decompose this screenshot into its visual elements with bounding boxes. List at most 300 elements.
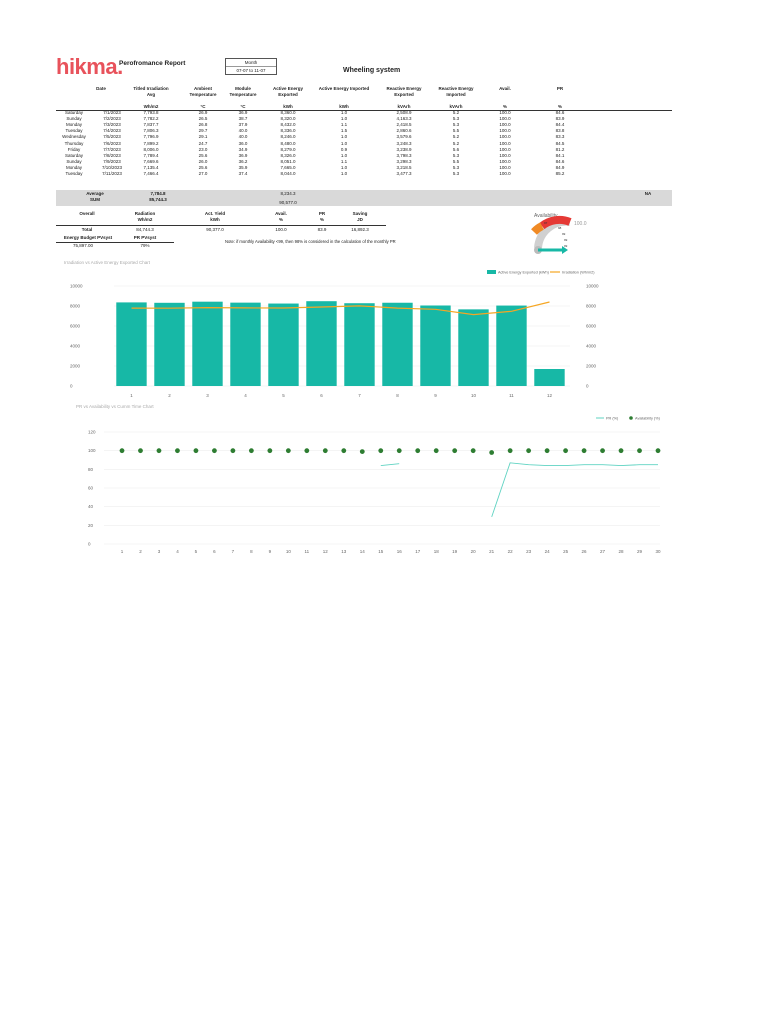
total-radiation: 84,744.3	[136, 227, 154, 232]
chart2-availability-point	[600, 448, 605, 453]
table-cell: 84.6	[555, 158, 565, 164]
radiation-unit: Wh/m2	[137, 217, 153, 222]
chart1-y2-tick: 8000	[586, 303, 597, 309]
gauge-value: 100.0	[574, 221, 587, 227]
column-unit: kVArh	[449, 104, 463, 109]
column-header: Date	[96, 86, 106, 91]
chart1-bar	[116, 302, 146, 386]
table-cell: 3,248.3	[396, 140, 412, 146]
table-cell: 7/6/2023	[103, 140, 121, 146]
column-unit: Wh/m2	[143, 104, 159, 109]
chart1-x-tick: 8	[396, 393, 399, 398]
table-cell: 83.9	[555, 116, 565, 122]
table-cell: 5.2	[452, 110, 460, 115]
column-unit: kWh	[339, 104, 349, 109]
table-cell: 1.0	[340, 134, 348, 140]
pr-pvsyst-label: PR PVsyst	[133, 235, 157, 240]
chart2-legend-avail-swatch	[629, 416, 633, 420]
gauge-tick-4: 99	[564, 238, 568, 242]
chart2-availability-point	[138, 448, 143, 453]
table-cell: 7,793.8	[143, 110, 159, 115]
chart2-availability-point	[267, 448, 272, 453]
column-header: Active Energy Imported	[318, 86, 370, 91]
table-cell: 100.0	[499, 110, 511, 115]
chart1-bar	[192, 302, 222, 386]
chart2-availability-point	[157, 448, 162, 453]
table-cell: 5.3	[452, 116, 460, 122]
column-header: Active Energy Exported	[272, 86, 303, 97]
chart1-bar	[496, 306, 526, 386]
na-label: NA	[644, 191, 652, 196]
column-header: Module Temperature	[229, 86, 257, 97]
table-cell: 8,051.0	[280, 158, 296, 164]
chart1-bar	[458, 309, 488, 386]
gauge-tick-3: 99	[562, 232, 566, 236]
table-cell: 7/4/2023	[103, 128, 121, 134]
chart1-y-tick: 8000	[70, 303, 81, 309]
chart1-x-tick: 3	[206, 393, 209, 398]
chart2-availability-point	[452, 448, 457, 453]
chart2-y-tick: 20	[88, 522, 94, 528]
chart2-x-tick: 24	[544, 549, 550, 554]
availability-gauge	[520, 210, 610, 260]
table-cell: 1.0	[340, 164, 348, 170]
avail-label: Avail.	[275, 211, 287, 216]
irradiation-energy-chart	[60, 258, 678, 398]
table-cell: 100.0	[499, 171, 511, 176]
table-cell: 3,579.6	[396, 134, 412, 140]
chart1-x-tick: 10	[470, 393, 476, 398]
table-cell: 7/9/2023	[103, 158, 121, 164]
gauge-orange-zone	[534, 226, 542, 232]
table-cell: 7,466.4	[143, 171, 159, 176]
table-cell: 7,806.3	[143, 128, 159, 134]
chart1-y2-tick: 6000	[586, 323, 597, 329]
chart2-x-tick: 19	[452, 549, 458, 554]
table-cell: 84.6	[555, 110, 565, 115]
chart2-x-tick: 11	[304, 549, 310, 554]
pr-label: PR	[318, 211, 326, 216]
sum-label: SUM	[90, 197, 100, 202]
chart1-bar	[268, 304, 298, 386]
table-cell: 2,860.6	[396, 128, 412, 134]
chart1-bar	[534, 369, 564, 386]
chart2-x-tick: 17	[415, 549, 421, 554]
table-cell: 7/11/2023	[102, 171, 122, 176]
table-cell: 1.0	[340, 140, 348, 146]
table-cell: Sunday	[66, 116, 82, 122]
gauge-tick-1: 97	[544, 221, 548, 225]
chart2-legend-avail-label: Availability (%)	[635, 416, 660, 421]
table-cell: 3,798.3	[396, 152, 412, 158]
table-cell: 7,135.4	[143, 164, 159, 170]
chart1-bar	[230, 303, 260, 386]
chart2-availability-point	[434, 448, 439, 453]
table-cell: Saturday	[64, 110, 83, 115]
chart2-availability-point	[230, 448, 235, 453]
chart2-x-tick: 8	[250, 549, 253, 554]
table-cell: 29.7	[198, 128, 208, 134]
table-cell: 36.2	[238, 158, 248, 164]
chart2-y-tick: 80	[88, 466, 94, 472]
table-cell: 36.9	[238, 110, 248, 115]
chart2-availability-point	[619, 448, 624, 453]
month-box	[225, 58, 277, 75]
table-cell: 2,418.5	[396, 122, 412, 128]
chart2-pr-line	[381, 463, 658, 517]
chart2-x-tick: 28	[618, 549, 624, 554]
table-cell: 37.9	[238, 122, 248, 128]
chart1-y-tick: 0	[70, 383, 73, 389]
chart1-x-tick: 2	[168, 393, 171, 398]
table-cell: 83.8	[555, 128, 565, 134]
column-unit: °C	[240, 104, 246, 109]
table-cell: 5.5	[452, 128, 460, 134]
table-cell: 8,480.0	[280, 140, 296, 146]
chart2-availability-point	[378, 448, 383, 453]
chart2-x-tick: 22	[507, 549, 513, 554]
hikma-logo: hikma.	[56, 54, 123, 79]
table-cell: 26.5	[198, 116, 208, 122]
column-header: Titled Irradiation Avg	[133, 86, 169, 97]
table-cell: 23.0	[198, 146, 208, 152]
gauge-tick-5: 99	[564, 244, 568, 248]
yield-label: Act. Yield	[204, 211, 226, 216]
total-saving: 16,892.3	[351, 227, 369, 232]
chart1-title: Irradiation vs Active Energy Exported Chart	[64, 260, 151, 265]
chart1-bar	[154, 303, 184, 386]
table-cell: 1.1	[340, 158, 348, 164]
table-cell: 7,789.4	[143, 152, 159, 158]
column-header: Ambient Temperature	[189, 86, 217, 97]
chart2-availability-point	[323, 448, 328, 453]
chart1-y2-tick: 10000	[586, 283, 599, 289]
sum-energy: 90,577.0	[279, 200, 297, 205]
chart2-y-tick: 40	[88, 504, 94, 510]
chart2-availability-point	[175, 448, 180, 453]
column-unit: °C	[200, 104, 206, 109]
month-label: Month	[226, 59, 276, 67]
table-cell: 36.0	[238, 140, 248, 146]
chart2-availability-point	[304, 448, 309, 453]
pr-availability-chart	[60, 402, 678, 554]
average-irr: 7,784.8	[150, 191, 166, 196]
pr-pvsyst-value: 79%	[140, 243, 150, 248]
chart2-x-tick: 3	[157, 549, 161, 554]
table-cell: 4,163.3	[396, 116, 412, 122]
chart2-x-tick: 25	[563, 549, 569, 554]
table-cell: 3,298.3	[396, 158, 412, 164]
chart1-bar	[382, 303, 412, 386]
table-cell: Tuesday	[65, 171, 83, 176]
table-cell: 38.7	[238, 116, 248, 122]
chart2-y-tick: 100	[88, 448, 96, 454]
overall-label: Overall	[79, 211, 95, 216]
table-cell: 100.0	[499, 146, 511, 152]
table-cell: Thursday	[64, 140, 84, 146]
table-cell: Saturday	[64, 152, 83, 158]
table-cell: 1.0	[340, 152, 348, 158]
table-cell: Monday	[65, 164, 82, 170]
chart1-x-tick: 9	[434, 393, 437, 398]
table-cell: 84.4	[555, 122, 565, 128]
table-cell: Tuesday	[65, 128, 83, 134]
chart1-y2-tick: 2000	[586, 363, 597, 369]
table-cell: 0.9	[340, 146, 348, 152]
table-cell: 7/8/2023	[103, 152, 121, 158]
table-cell: 7,782.2	[143, 116, 159, 122]
table-cell: 5.3	[452, 122, 460, 128]
chart1-legend-bar-swatch	[487, 270, 496, 274]
system-name: Wheeling system	[343, 67, 401, 74]
column-unit: kWh	[283, 104, 293, 109]
chart2-x-tick: 15	[378, 549, 384, 554]
table-cell: 5.6	[452, 146, 460, 152]
table-cell: 1.0	[340, 171, 348, 176]
chart2-legend-pr-label: PR (%)	[606, 416, 619, 421]
table-cell: 25.6	[198, 152, 208, 158]
chart2-x-tick: 2	[139, 549, 142, 554]
chart2-availability-point	[415, 448, 420, 453]
saving-label: Saving	[352, 211, 368, 216]
chart1-x-tick: 6	[320, 393, 323, 398]
chart2-availability-point	[360, 449, 365, 454]
column-unit: kVArh	[397, 104, 411, 109]
chart1-y2-tick: 4000	[586, 343, 597, 349]
chart1-y-tick: 4000	[70, 343, 81, 349]
chart2-x-tick: 30	[655, 549, 661, 554]
table-cell: 85.2	[555, 171, 565, 176]
table-cell: 3,218.5	[396, 164, 412, 170]
chart2-x-tick: 27	[600, 549, 606, 554]
table-cell: 3,477.3	[396, 171, 412, 176]
table-cell: Monday	[65, 122, 82, 128]
table-cell: 26.9	[198, 110, 208, 115]
gauge-title: Availability	[534, 213, 558, 219]
chart2-x-tick: 14	[359, 549, 365, 554]
table-cell: 25.6	[198, 164, 208, 170]
table-cell: 8,044.0	[280, 171, 296, 176]
chart2-availability-point	[341, 448, 346, 453]
table-cell: 36.9	[238, 152, 248, 158]
chart1-y-tick: 6000	[70, 323, 81, 329]
column-header: PR	[556, 86, 564, 91]
chart1-x-tick: 7	[358, 393, 361, 398]
saving-unit: JD	[357, 217, 363, 222]
table-cell: 7,669.6	[143, 158, 159, 164]
chart1-bar	[344, 303, 374, 386]
chart2-svg	[60, 402, 678, 554]
table-cell: 35.9	[238, 164, 248, 170]
table-cell: 8,336.0	[280, 128, 296, 134]
table-cell: 7,837.7	[143, 122, 159, 128]
table-cell: 100.0	[499, 116, 511, 122]
avail-unit: %	[278, 217, 283, 222]
chart1-x-tick: 12	[546, 393, 552, 398]
table-cell: Sunday	[66, 158, 82, 164]
chart2-x-tick: 21	[489, 549, 495, 554]
chart2-x-tick: 9	[268, 549, 272, 554]
table-cell: Friday	[67, 146, 81, 152]
chart1-legend-bar-label: Active Energy Exported (kWh)	[498, 270, 549, 275]
table-cell: 84.9	[555, 164, 565, 170]
total-avail: 100.0	[275, 227, 287, 232]
chart1-x-tick: 11	[509, 393, 514, 398]
table-cell: 5.3	[452, 171, 460, 176]
table-cell: 40.0	[238, 134, 248, 140]
chart2-x-tick: 12	[322, 549, 328, 554]
table-cell: 5.2	[452, 134, 460, 140]
table-cell: 26.0	[198, 158, 208, 164]
pr-note: Note: if monthly Availability <99, then 98% is considered in the calculation of the monthly PR	[225, 239, 396, 244]
chart2-y-tick: 0	[88, 541, 91, 547]
total-label: Total	[81, 227, 93, 232]
table-cell: 8,320.0	[280, 116, 296, 122]
yield-unit: kWh	[210, 217, 220, 222]
table-cell: 7/1/2023	[103, 110, 121, 115]
table-cell: 1.1	[340, 122, 348, 128]
table-cell: 84.5	[555, 140, 565, 146]
chart2-x-tick: 10	[285, 549, 291, 554]
table-cell: 8,006.0	[143, 146, 159, 152]
table-cell: 81.2	[555, 146, 565, 152]
chart1-x-tick: 4	[244, 393, 247, 398]
sum-irr: 85,744.3	[149, 197, 167, 202]
table-cell: 1.5	[340, 128, 348, 134]
table-cell: 8,432.0	[280, 122, 296, 128]
table-cell: 3,238.9	[396, 146, 412, 152]
chart2-availability-point	[471, 448, 476, 453]
column-header: Reactive Energy Imported	[438, 86, 474, 97]
chart2-availability-point	[526, 448, 531, 453]
table-cell: 27.0	[198, 171, 208, 176]
table-cell: 7/2/2023	[103, 116, 121, 122]
month-range: 07-07 to 11-07	[236, 68, 266, 73]
chart2-availability-point	[120, 448, 125, 453]
column-unit: %	[502, 104, 507, 109]
table-cell: 1.0	[340, 116, 348, 122]
column-header: Avail.	[499, 86, 511, 91]
radiation-label: Radiation	[134, 211, 156, 216]
chart2-availability-point	[212, 448, 217, 453]
table-cell: 29.1	[198, 134, 208, 140]
chart2-x-tick: 5	[194, 549, 198, 554]
chart2-x-tick: 29	[637, 549, 643, 554]
chart2-y-tick: 60	[88, 485, 94, 491]
table-cell: 8,326.0	[280, 152, 296, 158]
chart2-availability-point	[637, 448, 642, 453]
chart2-y-tick: 120	[88, 429, 96, 435]
chart2-title: PR vs Availability vs Cumm Time Chart	[76, 404, 154, 409]
table-cell: Wednesday	[62, 134, 86, 140]
chart1-y2-tick: 0	[586, 383, 589, 389]
table-cell: 8,279.0	[280, 146, 296, 152]
chart2-x-tick: 16	[396, 549, 402, 554]
chart2-availability-point	[508, 448, 513, 453]
chart2-availability-point	[286, 448, 291, 453]
chart2-x-tick: 1	[120, 549, 124, 554]
table-cell: 5.5	[452, 158, 460, 164]
chart2-availability-point	[397, 448, 402, 453]
chart1-svg	[60, 258, 678, 398]
table-cell: 100.0	[499, 158, 511, 164]
table-cell: 8,246.0	[280, 134, 296, 140]
chart1-bar	[420, 305, 450, 386]
table-cell: 2,508.9	[396, 110, 412, 115]
table-cell: 7/3/2023	[103, 122, 121, 128]
total-pr: 83.9	[317, 227, 327, 232]
chart2-availability-point	[249, 448, 254, 453]
column-unit: %	[557, 104, 562, 109]
gauge-tick-2: 98	[558, 226, 562, 230]
chart1-legend-line-label: Irradiation (Wh/m2)	[562, 270, 595, 275]
table-cell: 34.9	[238, 146, 248, 152]
table-cell: 7/7/2023	[103, 146, 121, 152]
table-cell: 7,665.0	[280, 164, 296, 170]
table-cell: 7,796.9	[143, 134, 159, 140]
budget-value: 75,897.00	[72, 243, 94, 248]
table-cell: 100.0	[499, 140, 511, 146]
chart2-x-tick: 4	[176, 549, 179, 554]
table-cell: 5.3	[452, 164, 460, 170]
chart2-x-tick: 20	[470, 549, 476, 554]
chart1-x-tick: 5	[282, 393, 285, 398]
chart2-x-tick: 23	[526, 549, 532, 554]
chart2-x-tick: 6	[213, 549, 216, 554]
chart2-x-tick: 18	[433, 549, 439, 554]
chart1-x-tick: 1	[130, 393, 133, 398]
table-cell: 5.2	[452, 140, 460, 146]
table-cell: 37.4	[238, 171, 248, 176]
chart2-x-tick: 7	[231, 549, 235, 554]
total-yield: 90,377.0	[206, 227, 224, 232]
average-label: Average	[86, 191, 104, 196]
column-header: Reactive Energy Exported	[386, 86, 422, 97]
table-cell: 100.0	[499, 164, 511, 170]
pr-unit: %	[319, 217, 324, 222]
table-cell: 100.0	[499, 134, 511, 140]
budget-label: Energy Budget PVsyst	[63, 235, 113, 240]
table-cell: 83.3	[555, 134, 565, 140]
table-cell: 100.0	[499, 152, 511, 158]
chart2-availability-point	[582, 448, 587, 453]
chart1-bar	[306, 301, 336, 386]
chart2-availability-point	[656, 448, 661, 453]
chart2-x-tick: 26	[581, 549, 587, 554]
chart1-y-tick: 10000	[70, 283, 83, 289]
chart2-x-tick: 13	[341, 549, 347, 554]
report-title: Perofromance Report	[119, 60, 186, 67]
overall-divider	[56, 225, 386, 226]
table-cell: 7/10/2023	[101, 164, 123, 170]
chart2-availability-point	[545, 448, 550, 453]
table-cell: 5.3	[452, 152, 460, 158]
table-cell: 7/5/2023	[103, 134, 121, 140]
table-cell: 84.1	[555, 152, 565, 158]
chart2-availability-point	[489, 450, 494, 455]
chart2-availability-point	[563, 448, 568, 453]
table-cell: 8,360.0	[280, 110, 296, 115]
average-energy: 8,234.3	[280, 191, 296, 196]
table-cell: 7,899.2	[143, 140, 159, 146]
table-cell: 100.0	[499, 128, 511, 134]
chart1-y-tick: 2000	[70, 363, 81, 369]
table-cell: 24.7	[198, 140, 208, 146]
table-cell: 100.0	[499, 122, 511, 128]
table-cell: 40.0	[238, 128, 248, 134]
chart2-availability-point	[194, 448, 199, 453]
table-cell: 26.8	[198, 122, 208, 128]
